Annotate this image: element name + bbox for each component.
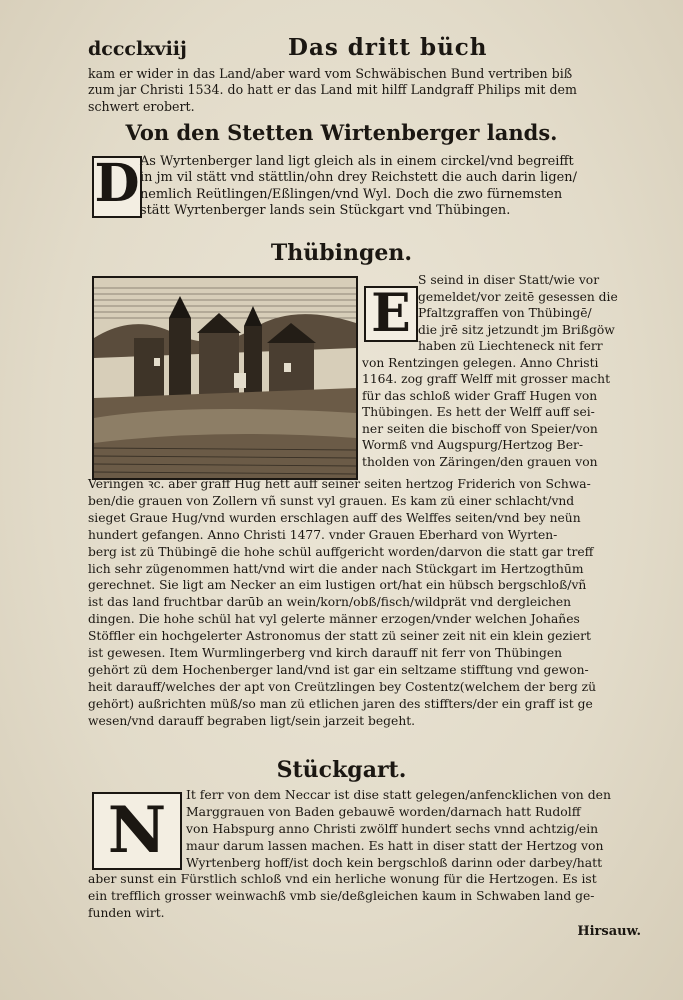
text-line: 1164. zog graff Welff mit grosser macht bbox=[362, 372, 611, 386]
section2-side-paragraph bbox=[362, 272, 648, 470]
text-line: It ferr von dem Neccar ist dise statt gelegen/anfencklichen von den bbox=[186, 787, 611, 802]
text-line: für das schloß wider Graff Hugen von bbox=[362, 388, 598, 403]
text-line: berg ist zü Thübingē die hohe schül auffgericht worden/darvon die statt gar treff bbox=[88, 544, 594, 559]
text-line: sieget Graue Hug/vnd wurden erschlagen auff des Welffes seiten/vnd bey neün bbox=[88, 510, 581, 525]
section-heading-thuebingen: Thübingen. bbox=[270, 240, 413, 266]
text-line: von Habspurg anno Christi zwölff hundert sechs vnnd achtzig/ein bbox=[186, 821, 599, 836]
text-line: funden wirt. bbox=[88, 906, 165, 920]
drop-cap-e: E bbox=[364, 286, 418, 342]
text-line: S seind in diser Statt/wie vor bbox=[418, 273, 600, 287]
woodcut-illustration bbox=[94, 278, 356, 478]
text-line: stätt Wyrtenberger lands sein Stückgart vnd Thübingen. bbox=[140, 203, 511, 219]
text-line: schwert erobert. bbox=[88, 98, 195, 114]
text-line: Marggrauen von Baden gebauwē worden/darnach hatt Rudolff bbox=[186, 804, 581, 819]
section-heading-wirtenberg: Von den Stetten Wirtenberger lands. bbox=[125, 120, 558, 145]
section3-side-paragraph bbox=[186, 786, 648, 871]
running-title: Das dritt büch bbox=[288, 34, 488, 61]
text-line: gehört zü dem Hochenberger land/vnd ist gar ein seltzame stifftung vnd gewon- bbox=[88, 662, 589, 677]
text-line: Stöffler ein hochgelerter Astronomus der statt zü seiner zeit nit ein klein geziert bbox=[88, 629, 591, 644]
intro-paragraph bbox=[88, 66, 648, 115]
text-line: tholden von Zäringen/den grauen von bbox=[362, 454, 598, 469]
text-line: aber sunst ein Fürstlich schloß vnd ein herliche wonung für die Hertzogen. Es ist bbox=[88, 872, 597, 886]
text-line: maur darum lassen machen. Es hatt in diser statt der Hertzog von bbox=[186, 838, 604, 853]
text-line: zum jar Christi 1534. do hatt er das Land mit hilff Landgraff Philips mit dem bbox=[88, 82, 577, 98]
woodcut-town-view bbox=[92, 276, 358, 480]
text-line: gehört) außrichten müß/so man zü etlichen jaren des stiffters/der ein graff ist ge bbox=[88, 696, 593, 711]
text-line: ner seiten die bischoff von Speier/von bbox=[362, 421, 598, 436]
section2-full-paragraph bbox=[88, 476, 648, 730]
text-line: die jrē sitz jetzundt jm Brißgöw bbox=[418, 322, 615, 337]
text-line: heit darauff/welches der apt von Creützlingen bey Costentz(welchem der berg zü bbox=[88, 679, 597, 694]
page-header bbox=[88, 34, 648, 68]
text-line: dingen. Die hohe schül hat vyl gelerte männer erzogen/vnder welchen Johañes bbox=[88, 612, 580, 627]
text-line: von Rentzingen gelegen. Anno Christi bbox=[362, 355, 599, 370]
text-line: Wormß vnd Augspurg/Hertzog Ber- bbox=[362, 438, 584, 452]
catchword: Hirsauw. bbox=[577, 924, 641, 939]
folio-number: dccclxviij bbox=[88, 38, 187, 60]
text-line: hundert gefangen. Anno Christi 1477. vnder Grauen Eberhard von Wyrten- bbox=[88, 527, 558, 542]
text-line: Thübingen. Es hett der Welff auff sei- bbox=[362, 405, 595, 419]
text-line: wesen/vnd darauff begraben ligt/sein jarzeit begeht. bbox=[88, 713, 416, 728]
text-line: Veringen ꝛc. aber graff Hug hett auff seiner seiten hertzog Friderich von Schwa- bbox=[88, 477, 591, 491]
text-line: nemlich Reütlingen/Eßlingen/vnd Wyl. Doch die zwo fürnemsten bbox=[140, 186, 563, 202]
text-line: ist das land fruchtbar darūb an wein/korn/obß/fisch/wildprät vnd dergleichen bbox=[88, 595, 572, 610]
text-line: ein trefflich grosser weinwachß vmb sie/deßgleichen kaum in Schwaben land ge- bbox=[88, 889, 595, 903]
text-line: Wyrtenberg hoff/ist doch kein bergschloß darinn oder darbey/hatt bbox=[186, 855, 603, 870]
text-line: haben zü Liechteneck nit ferr bbox=[418, 339, 603, 353]
text-line: kam er wider in das Land/aber ward vom Schwäbischen Bund vertriben biß bbox=[88, 66, 573, 81]
text-line: gemeldet/vor zeitē gesessen die bbox=[418, 289, 618, 304]
text-line: lich sehr zügenommen hatt/vnd wirt die ander nach Stückgart im Hertzogthūm bbox=[88, 561, 584, 576]
section1-paragraph bbox=[140, 154, 648, 220]
section3-full-paragraph bbox=[88, 871, 648, 922]
text-line: Pfaltzgraffen von Thübingē/ bbox=[418, 306, 592, 320]
text-line: ist gewesen. Item Wurmlingerberg vnd kirch darauff nit ferr von Thübingen bbox=[88, 646, 563, 661]
text-line: ben/die grauen von Zollern vñ sunst vyl grauen. Es kam zü einer schlacht/vnd bbox=[88, 493, 575, 508]
text-line: in jm vil stätt vnd stättlin/ohn drey Reichstett die auch darin ligen/ bbox=[140, 170, 577, 186]
drop-cap-n: N bbox=[92, 792, 182, 870]
section-heading-stueckgart: Stückgart. bbox=[276, 757, 407, 783]
text-line: As Wyrtenberger land ligt gleich als in einem circkel/vnd begreifft bbox=[140, 154, 574, 169]
drop-cap-d: D bbox=[92, 156, 142, 218]
text-line: gerechnet. Sie ligt am Necker an eim lustigen ort/hat ein hübsch bergschloß/vñ bbox=[88, 578, 587, 593]
